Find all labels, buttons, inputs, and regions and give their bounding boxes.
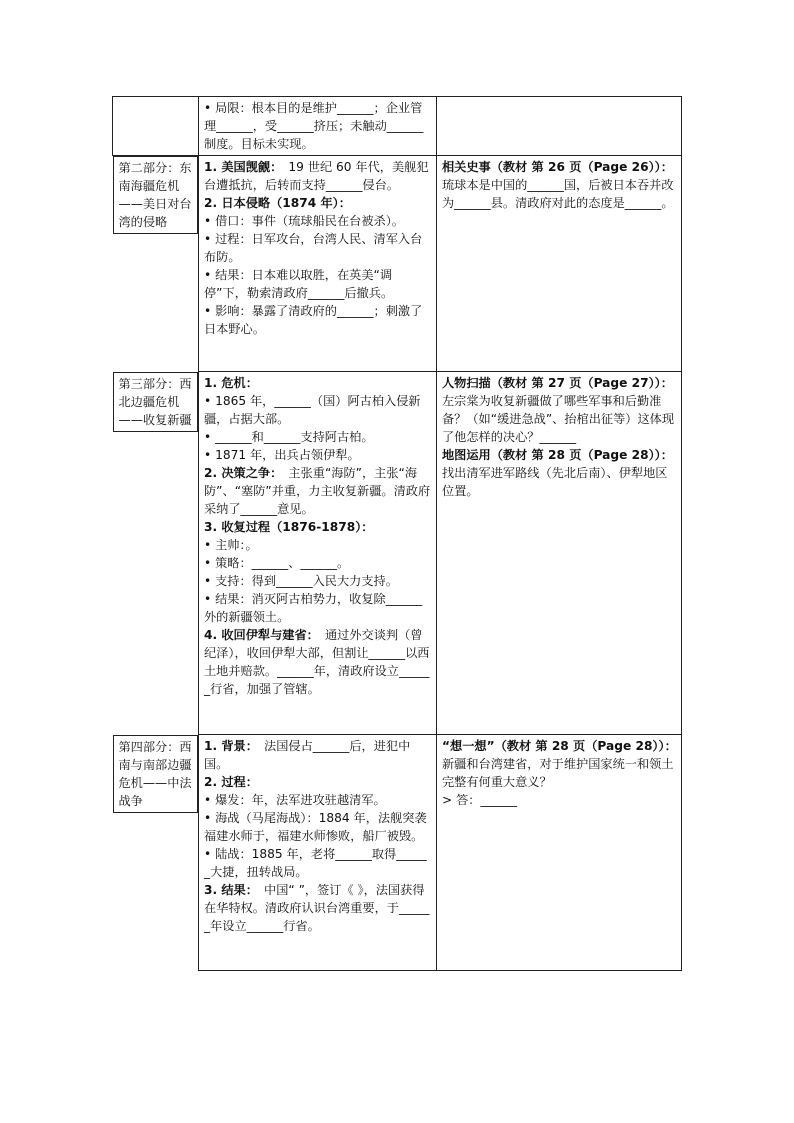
section-heading: 1. 美国觊觎： [204,160,277,174]
content-line [204,881,432,935]
content-line [204,392,432,428]
notes-cell [437,156,682,372]
note-block [442,791,677,809]
content-line [204,99,432,153]
note-text: 找出清军进军路线（先北后南）、伊犁地区位置。 [442,448,680,498]
part-cell: 第二部分：东南海疆危机——美日对台湾的侵略 [113,156,199,234]
section-text: 19 世纪 60 年代，美舰犯台遭抵抗，后转而支持______侵台。 [204,160,429,192]
bullet-text: • 主帅：。 [204,538,258,552]
content-cell [199,156,437,372]
content-line [204,302,432,338]
section-text: 主张重“海防”，主张“海防”、“塞防”并重，力主收复新疆。清政府采纳了______意见。 [204,466,431,516]
content-line [204,737,432,773]
bullet-text: • 支持：得到______入民大力支持。 [204,574,398,588]
worksheet-body [113,97,682,971]
section-heading: 1. 背景： [204,739,252,753]
content-line [204,158,432,194]
content-line [204,773,432,791]
notes-cell [437,97,682,156]
bullet-text: • 爆发：年，法军进攻驻越清军。 [204,793,386,807]
bullet-text: • ______和______支持阿古柏。 [204,430,374,444]
content-line [204,194,432,212]
part-cell [113,97,199,156]
table-row [113,97,682,156]
bullet-text: • 策略：______、______。 [204,556,350,570]
note-text: > 答：______ [442,793,518,807]
bullet-text: • 陆战：1885 年，老将______取得______大捷，扭转战局。 [204,847,427,879]
bullet-text: • 影响：暴露了清政府的______；刺激了日本野心。 [204,304,423,336]
content-line [204,572,432,590]
content-line [204,626,432,698]
notes-cell [437,372,682,735]
note-text: 左宗棠为收复新疆做了哪些军事和后勤准备？（如“缓进急战”、抬棺出征等）这体现了他怎样的决心？______ [442,376,680,444]
section-heading: 4. 收回伊犁与建省： [204,628,313,642]
section-heading: 2. 决策之争： [204,466,277,480]
content-line [204,518,432,536]
note-block [442,374,680,446]
note-heading: “想一想”（教材 第 28 页（Page 28））： [442,739,671,753]
bullet-text: • 海战（马尾海战）：1884 年，法舰突袭福建水师于，福建水师惨败，船厂被毁。 [204,811,427,843]
content-line [204,374,432,392]
table-row [113,372,682,735]
content-line [204,809,432,845]
bullet-text: • 借口：事件（琉球船民在台被杀）。 [204,214,404,228]
content-cell [199,97,437,156]
content-line [204,536,432,554]
content-line [204,590,432,626]
section-heading: 3. 结果： [204,883,252,897]
note-block [442,446,680,500]
note-text: 琉球本是中国的______国，后被日本吞并改为______县。清政府对此的态度是______。 [442,160,680,210]
note-block [442,737,683,791]
note-block [442,158,680,212]
bullet-text: • 结果：日本难以取胜，在英美“调停”下，勒索清政府______后撤兵。 [204,268,394,300]
section-heading: 1. 危机： [204,376,258,390]
bullet-text: • 局限：根本目的是维护______；企业管理______，受______挤压；未触动______制度。目标未实现。 [204,101,424,151]
content-line [204,791,432,809]
content-line [204,428,432,446]
content-cell [199,735,437,971]
bullet-text: • 过程：日军攻台，台湾人民、清军入台布防。 [204,232,423,264]
note-heading: 地图运用（教材 第 28 页（Page 28））： [442,448,667,462]
note-heading: 相关史事（教材 第 26 页（Page 26））： [442,160,667,174]
content-line [204,845,432,881]
content-line [204,554,432,572]
content-line [204,446,432,464]
part-cell: 第三部分：西北边疆危机——收复新疆 [113,372,199,432]
note-text: 新疆和台湾建省，对于维护国家统一和领土完整有何重大意义？ [442,739,683,789]
bullet-text: • 1871 年，出兵占领伊犁。 [204,448,360,462]
section-heading: 2. 日本侵略（1874 年）： [204,196,351,210]
section-heading: 3. 收复过程（1876-1878）： [204,520,374,534]
content-line [204,230,432,266]
section-text: 中国“ ”，签订《 》，法国获得在华特权。清政府认识台湾重要，于______年设立______行省。 [204,883,430,933]
content-cell [199,372,437,735]
worksheet-table [112,96,682,971]
bullet-text: • 结果：消灭阿古柏势力，收复除______外的新疆领土。 [204,592,423,624]
content-line [204,464,432,518]
table-row [113,156,682,372]
table-row [113,735,682,971]
section-heading: 2. 过程： [204,775,258,789]
section-text: 法国侵占______后，进犯中国。 [204,739,411,771]
bullet-text: • 1865 年，______（国）阿古柏入侵新疆，占据大部。 [204,394,421,426]
section-text: 通过外交谈判（曾纪泽），收回伊犁大部，但割让______以西土地并赔款。______年，清政府设立______行省，加强了管辖。 [204,628,430,696]
note-heading: 人物扫描（教材 第 27 页（Page 27））： [442,376,667,390]
content-line [204,212,432,230]
notes-cell [437,735,682,971]
content-line [204,266,432,302]
part-cell: 第四部分：西南与南部边疆危机——中法战争 [113,735,199,813]
